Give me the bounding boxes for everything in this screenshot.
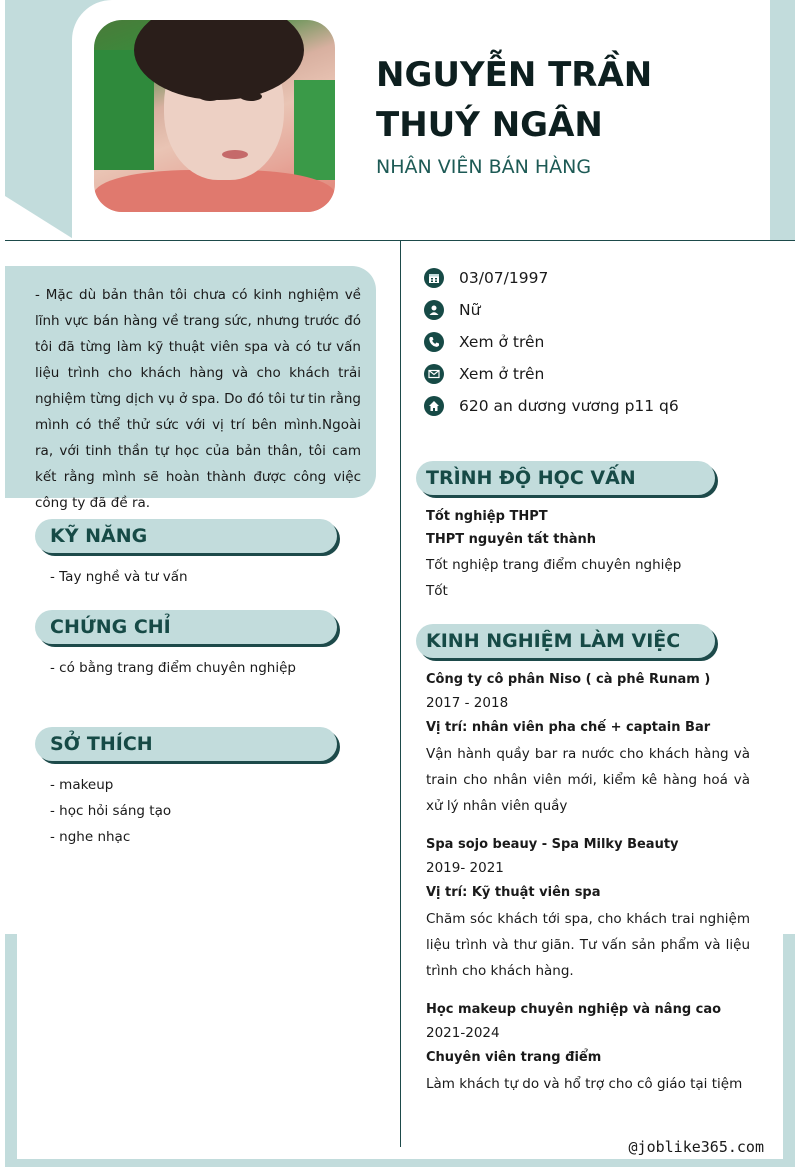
candidate-name: NGUYỄN TRẦN THUÝ NGÂN (376, 55, 653, 145)
education-degree: Tốt nghiệp THPT (426, 509, 548, 524)
header-panel-tab (350, 0, 770, 28)
contact-gender (424, 298, 480, 322)
job-position: Vị trí: Kỹ thuật viên spa (426, 885, 601, 900)
education-grade: Tốt (426, 583, 448, 599)
user-icon (424, 300, 444, 320)
experience-heading: KINH NGHIỆM LÀM VIỆC (416, 624, 715, 658)
contact-birthday (424, 266, 548, 290)
job-position: Vị trí: nhân viên pha chế + captain Bar (426, 720, 711, 735)
contact-phone (424, 330, 544, 354)
job-title: NHÂN VIÊN BÁN HÀNG (376, 156, 592, 178)
job-description: Chăm sóc khách tới spa, cho khách trai nghiệm liệu trình và thư giãn. Tư vấn sản phẩm và liệu trình cho khách hàng. (426, 911, 750, 979)
hobby-item: - học hỏi sáng tạo (50, 803, 172, 819)
certificates-heading: CHỨNG CHỈ (35, 610, 337, 644)
education-heading: TRÌNH ĐỘ HỌC VẤN (416, 461, 715, 495)
job-company: Học makeup chuyên nghiệp và nâng cao (426, 1002, 722, 1017)
job-description: Vận hành quầy bar ra nước cho khách hàng và train cho nhân viên mới, kiểm kê hàng hoá và xử lý nhân viên quầy (426, 746, 750, 814)
email-value: Xem ở trên (459, 365, 545, 383)
job-period: 2021-2024 (426, 1025, 500, 1041)
skill-item: - Tay nghề và tư vấn (50, 569, 188, 585)
hobby-item: - makeup (50, 777, 114, 793)
phone-icon (424, 332, 444, 352)
job-period: 2019- 2021 (426, 860, 504, 876)
certificate-item: - có bằng trang điểm chuyên nghiệp (50, 660, 296, 676)
phone-value: Xem ở trên (459, 333, 545, 351)
job-company: Công ty cô phân Niso ( cà phê Runam ) (426, 672, 711, 687)
gender-value: Nữ (459, 301, 481, 319)
address-value: 620 an dương vương p11 q6 (459, 397, 679, 415)
job-description: Làm khách tự do và hổ trợ cho cô giáo tại tiệm (426, 1076, 743, 1092)
job-period: 2017 - 2018 (426, 695, 509, 711)
home-icon (424, 396, 444, 416)
header-wedge (5, 196, 75, 240)
skills-heading: KỸ NĂNG (35, 519, 337, 553)
summary-text: - Mặc dù bản thân tôi chưa có kinh nghiệm về lĩnh vực bán hàng về trang sức, nhưng trước đó tôi đã từng làm kỹ thuật viên spa và có tư vấn liệu trình cho khách hàng và cho khách trải nghiệm từng dịch vụ ở spa. Do đó tôi tư tin rằng mình có thể thử sức với vị trí bên mình.Ngoài ra, với tinh thần tự học của bản thân, tôi cam kết rằng mình sẽ hoàn thành được công việc công ty đã đề ra. (35, 287, 361, 511)
column-divider (400, 241, 401, 1147)
birthday-value: 03/07/1997 (459, 269, 549, 287)
contact-email (424, 362, 544, 386)
contact-address (424, 394, 679, 418)
education-detail: Tốt nghiệp trang điểm chuyên nghiệp (426, 557, 682, 573)
site-watermark: @joblike365.com (628, 1138, 764, 1156)
job-company: Spa sojo beauy - Spa Milky Beauty (426, 837, 679, 852)
job-position: Chuyên viên trang điểm (426, 1050, 602, 1065)
calendar-icon (424, 268, 444, 288)
education-school: THPT nguyên tất thành (426, 532, 597, 547)
mail-icon (424, 364, 444, 384)
profile-photo (94, 20, 335, 212)
hobbies-heading: SỞ THÍCH (35, 727, 337, 761)
hobby-item: - nghe nhạc (50, 829, 131, 845)
